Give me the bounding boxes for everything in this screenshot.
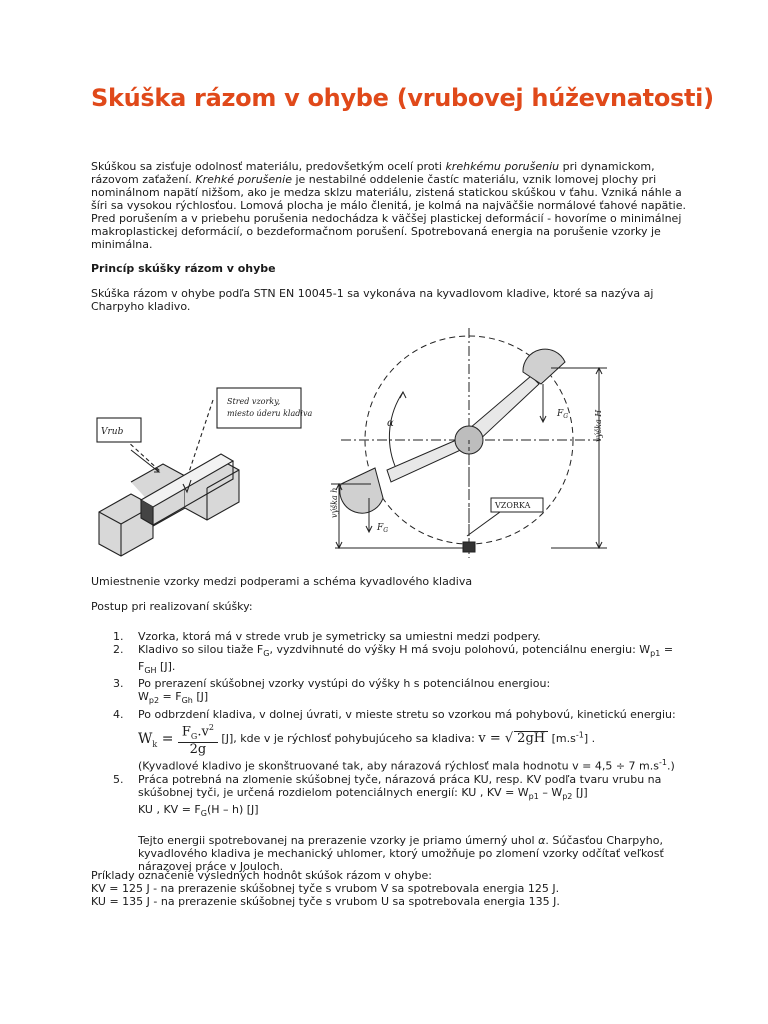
step-number: 1.: [113, 630, 124, 643]
pendulum-figure: [91, 322, 611, 566]
subscript: G: [200, 809, 207, 819]
superscript: -1: [575, 729, 584, 739]
formula-sub: G: [190, 731, 198, 741]
step-text: (H – h) [J]: [206, 803, 259, 817]
formula-equals: =: [161, 730, 174, 747]
step-text: .): [666, 760, 675, 774]
subscript: G: [263, 649, 270, 659]
formula-sub: k: [152, 739, 158, 749]
subscript: GH: [144, 666, 157, 676]
intro-paragraph: [91, 160, 701, 251]
step-text: Práca potrebná na zlomenie skúšobnej tyče, nárazová práca KU, resp. KV podľa tvaru vrubu na skúšobnej tyči, je určená rozdielom potenciálnych energií: KU , KV = W: [138, 773, 662, 800]
label-fg-top-sub: G: [563, 413, 569, 420]
intro-emphasis-1: krehkému porušeniu: [445, 160, 560, 173]
label-stred-line1: Stred vzorky,: [227, 397, 281, 406]
formula-symbol: W: [138, 730, 153, 747]
formula-denominator: 2g: [189, 742, 207, 758]
formula-symbol: v =: [478, 730, 501, 746]
subscript: Gh: [181, 696, 193, 706]
step-number: 5.: [113, 773, 124, 787]
kinetic-energy-formula: [138, 721, 218, 757]
section-heading: Princíp skúšky rázom v ohybe: [91, 262, 276, 275]
step-text: [m.s: [548, 731, 576, 745]
step-text: ] .: [583, 731, 596, 745]
intro-emphasis-2: Krehké porušenie: [195, 173, 292, 186]
step-text: Kladivo so silou tiaže F: [138, 643, 264, 656]
intro-text-c: je nestabilné oddelenie častíc materiálu, vznik lomovej plochy pri nominálnom napätí nižšom, ako je medza sklzu materiálu, zistená statickou skúškou v ťahu. Vzniká náhle a šíri sa vysokou rýchlosťou. Lomová plocha je málo členitá, je kolmá na najväčšie normálové ťahové napätie. Pred porušením a v priebehu porušenia nedochádza k väčšej plastickej deformácií - hovoríme o minimálnej makroplastickej deformácií, o bezdeformačnom porušení. Spotrebovaná energia na porušenie vzorky je minimálna.: [91, 173, 686, 251]
step-text: Vzorka, ktorá má v strede vrub je symetricky sa umiestni medzi podpery.: [138, 630, 541, 643]
formula-radicand: 2gH: [514, 731, 548, 745]
step-text: [J], kde v je rýchlosť pohybujúceho sa kladiva:: [221, 731, 479, 745]
label-alpha: α: [387, 418, 394, 429]
examples-intro: Príklady označenie výsledných hodnôt skúšok rázom v ohybe:: [91, 869, 432, 882]
list-item: [91, 643, 691, 677]
label-stred-line2: miesto úderu kladiva: [227, 409, 313, 418]
step-number: 4.: [113, 707, 124, 721]
step-text: . Súčasťou Charpyho, kyvadlového kladiva je mechanický uhlomer, ktorý umožňuje po zlomení vzorky odčítať veľkosť nárazovej práce v Jouloch.: [138, 833, 664, 873]
example-kv: KV = 125 J - na prerazenie skúšobnej tyče s vrubom V sa spotrebovala energia 125 J.: [91, 882, 560, 895]
step-text: , vyzdvihnuté do výšky H má svoju polohovú, potenciálnu energiu: W: [269, 643, 651, 656]
list-item: [91, 773, 691, 872]
alpha-symbol: α: [538, 833, 546, 847]
steps-list: [91, 630, 691, 873]
examples-section: [91, 869, 560, 908]
list-item: [91, 708, 691, 774]
velocity-formula: v = √ 2gH: [478, 731, 548, 746]
label-fg-top-letter: F: [557, 409, 564, 419]
step-text: Po odbrzdení kladiva, v dolnej úvrati, v mieste stretu so vzorkou má pohybovú, kinetickú energiu:: [138, 707, 676, 721]
list-item: [91, 630, 691, 643]
subscript: p1: [528, 792, 539, 802]
step-text: – W: [538, 786, 563, 800]
step-number: 3.: [113, 677, 124, 691]
figure-caption: Umiestnenie vzorky medzi podperami a schéma kyvadlového kladiva: [91, 575, 473, 588]
label-fg-bottom: [376, 523, 388, 534]
step-text: = F: [159, 690, 182, 704]
subscript: p2: [562, 792, 573, 802]
step-text: = F: [138, 643, 674, 674]
step-text: W: [138, 690, 149, 704]
list-item: [91, 677, 691, 707]
formula-fraction: [178, 721, 218, 757]
formula-sup: 2: [208, 722, 214, 732]
step-text: Po prerazení skúšobnej vzorky vystúpi do výšky h s potenciálnou energiou:: [138, 677, 551, 691]
step-text: Tejto energii spotrebovanej na prerazenie vzorky je priamo úmerný uhol: [138, 833, 539, 847]
label-vyska-H: výška H: [594, 409, 603, 442]
formula-symbol: v: [201, 723, 209, 739]
step-number: 2.: [113, 643, 124, 656]
page-title: Skúška rázom v ohybe (vrubovej húževnatosti): [91, 84, 714, 112]
label-vyska-h: výška h: [330, 487, 339, 518]
label-fg-top: [556, 409, 568, 420]
superscript: -1: [658, 758, 667, 768]
example-ku: KU = 135 J - na prerazenie skúšobnej tyče s vrubom U sa spotrebovala energia 135 J.: [91, 895, 560, 908]
formula-symbol: F: [181, 723, 191, 739]
label-fg-bottom-sub: G: [383, 527, 389, 534]
label-fg-bottom-letter: F: [377, 523, 384, 533]
step-text: [J]: [192, 690, 209, 704]
subscript: p1: [650, 649, 661, 659]
intro-text-a: Skúškou sa zisťuje odolnosť materiálu, predovšetkým ocelí proti: [91, 160, 446, 173]
step-text: (Kyvadlové kladivo je skonštruované tak, aby nárazová rýchlosť mala hodnotu v = 4,5 ÷ 7 m.s: [138, 760, 659, 774]
formula-numerator: $F_G.v^2$: [178, 721, 218, 744]
label-vzorka: VZORKA: [495, 501, 531, 510]
pendulum-schematic: [331, 328, 607, 558]
step-text: [J].: [156, 660, 176, 674]
step-text: KU , KV = F: [138, 803, 201, 817]
principle-paragraph: Skúška rázom v ohybe podľa STN EN 10045-1 sa vykonáva na kyvadlovom kladive, ktoré sa nazýva aj Charpyho kladivo.: [91, 287, 654, 313]
subscript: p2: [148, 696, 160, 706]
intro-text-b: pri dynamickom, rázovom zaťažení.: [91, 160, 655, 186]
steps-title: Postup pri realizovaní skúšky:: [91, 600, 253, 613]
label-vrub: Vrub: [101, 427, 124, 437]
step-text: [J]: [572, 786, 588, 800]
